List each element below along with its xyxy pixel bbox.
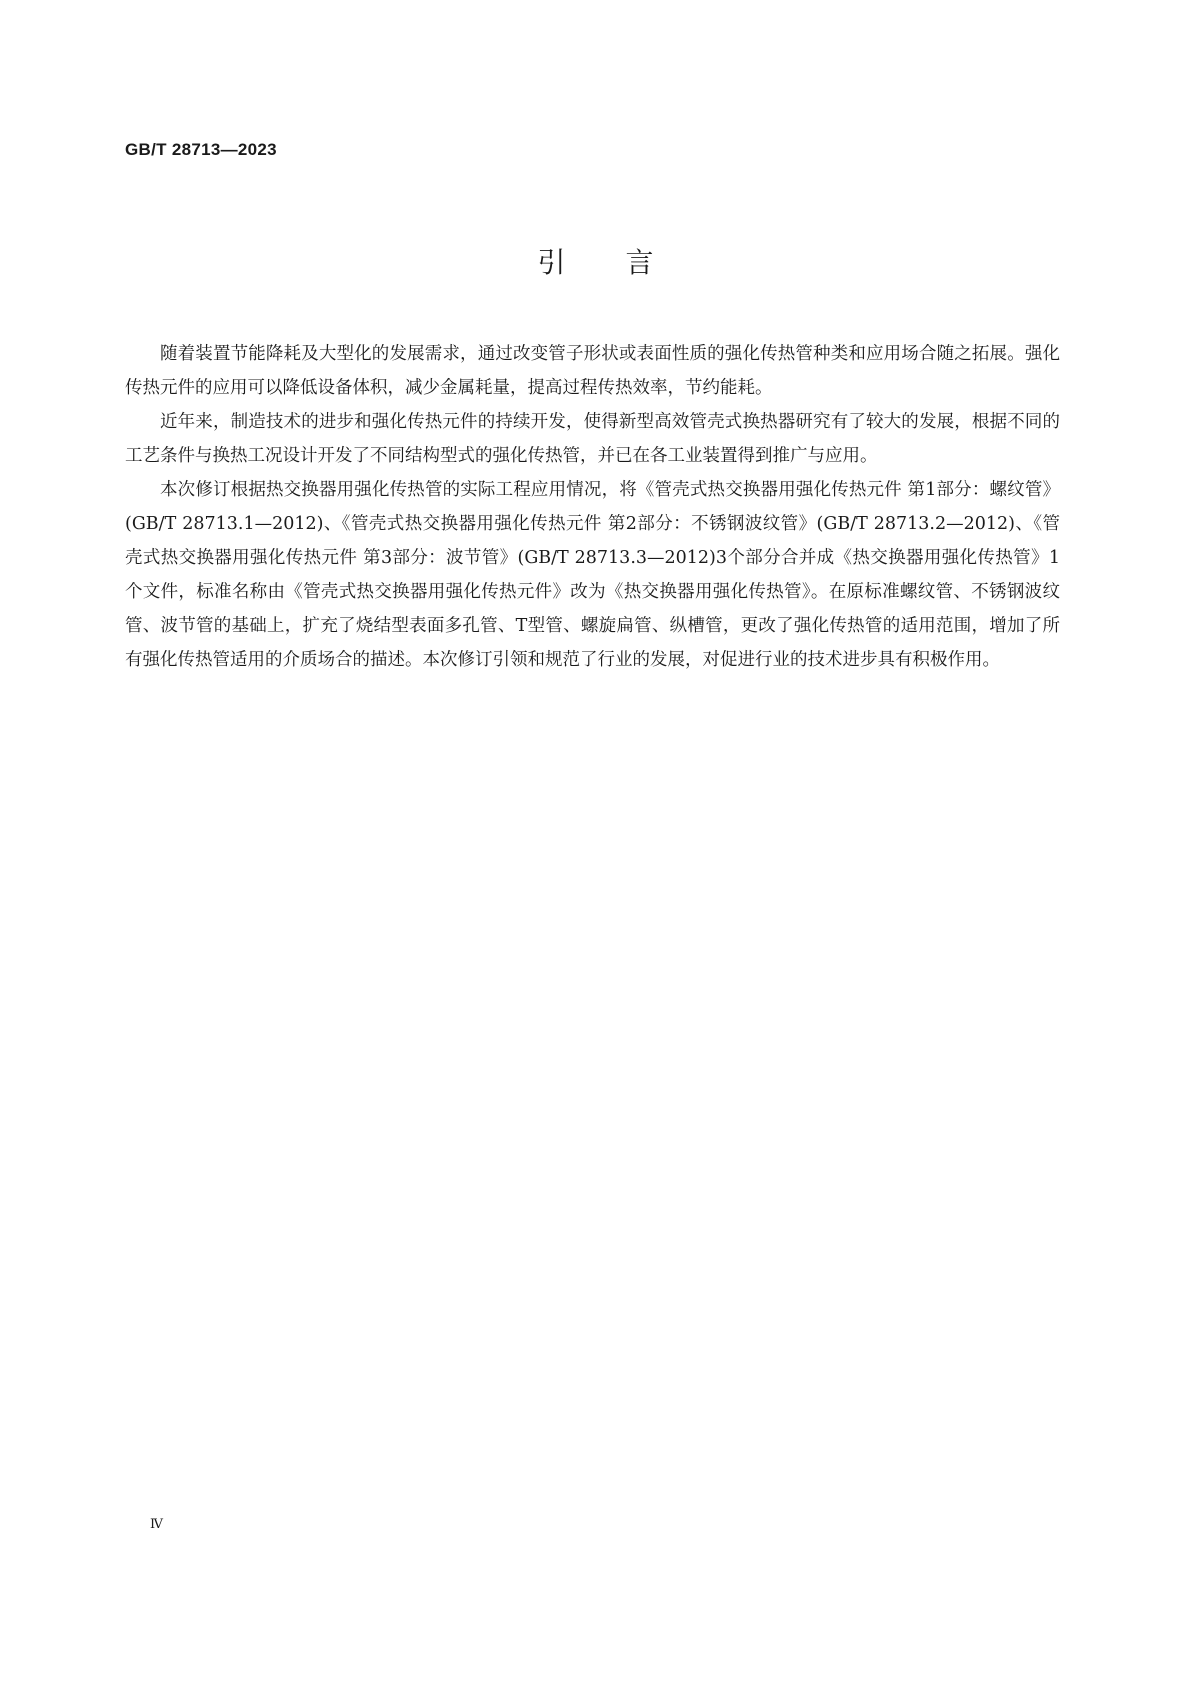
- introduction-body: [125, 337, 1060, 677]
- page-title: 引言: [537, 246, 714, 279]
- paragraph-1: 随着装置节能降耗及大型化的发展需求，通过改变管子形状或表面性质的强化传热管种类和应用场合随之拓展。强化传热元件的应用可以降低设备体积，减少金属耗量，提高过程传热效率，节约能耗。: [125, 344, 1060, 398]
- paragraph-2: 近年来，制造技术的进步和强化传热元件的持续开发，使得新型高效管壳式换热器研究有了较大的发展，根据不同的工艺条件与换热工况设计开发了不同结构型式的强化传热管，并已在各工业装置得到推广与应用。: [125, 412, 1060, 466]
- page-number: Ⅳ: [150, 1517, 163, 1532]
- paragraph-3: 本次修订根据热交换器用强化传热管的实际工程应用情况，将《管壳式热交换器用强化传热元件 第1部分：螺纹管》(GB/T 28713.1—2012)、《管壳式热交换器用强化传热元件 第2部分：不锈钢波纹管》(GB/T 28713.2—2012)、《管壳式热交换器用强化传热元件 第3部分：波节管》(GB/T 28713.3—2012)3个部分合并成《热交换器用强化传热管》1个文件，标准名称由《管壳式热交换器用强化传热元件》改为《热交换器用强化传热管》。在原标准螺纹管、不锈钢波纹管、波节管的基础上，扩充了烧结型表面多孔管、T型管、螺旋扁管、纵槽管，更改了强化传热管的适用范围，增加了所有强化传热管适用的介质场合的描述。本次修订引领和规范了行业的发展，对促进行业的技术进步具有积极作用。: [125, 480, 1060, 670]
- document-code: GB/T 28713—2023: [125, 140, 277, 159]
